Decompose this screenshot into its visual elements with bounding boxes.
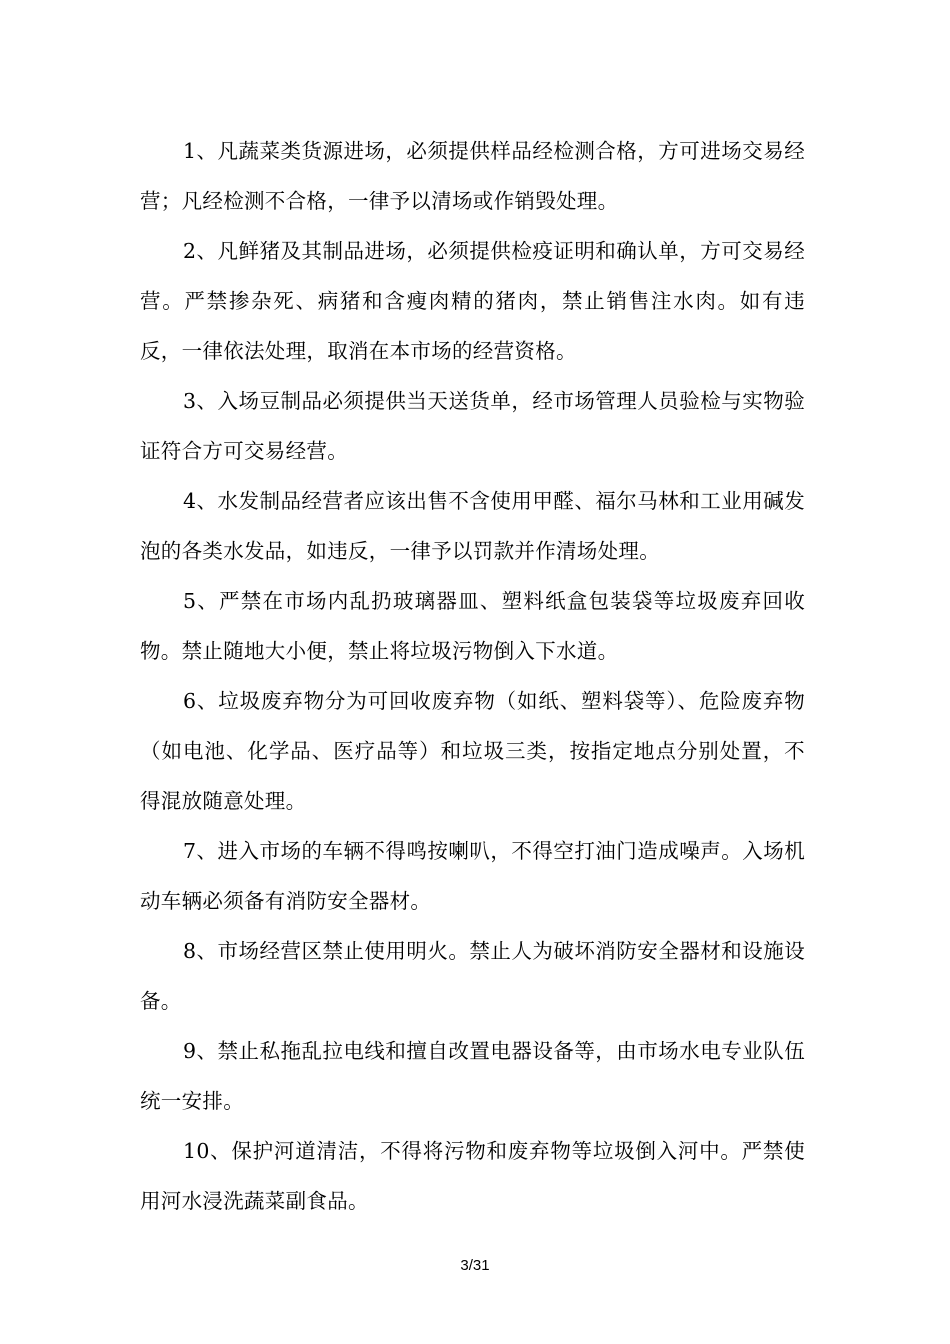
- paragraph-10: 10、保护河道清洁，不得将污物和废弃物等垃圾倒入河中。严禁使用河水浸洗蔬菜副食品。: [140, 1139, 805, 1213]
- paragraph-5: 5、严禁在市场内乱扔玻璃器皿、塑料纸盒包装袋等垃圾废弃回收物。禁止随地大小便，禁止将垃圾污物倒入下水道。: [140, 589, 805, 663]
- paragraph-8: 8、市场经营区禁止使用明火。禁止人为破坏消防安全器材和设施设备。: [140, 939, 805, 1013]
- paragraph-7: 7、进入市场的车辆不得鸣按喇叭，不得空打油门造成噪声。入场机动车辆必须备有消防安全器材。: [140, 839, 805, 913]
- paragraph-6: 6、垃圾废弃物分为可回收废弃物（如纸、塑料袋等）、危险废弃物（如电池、化学品、医疗品等）和垃圾三类，按指定地点分别处置，不得混放随意处理。: [140, 689, 805, 813]
- page-number: 3/31: [460, 1257, 490, 1274]
- paragraph-9: 9、禁止私拖乱拉电线和擅自改置电器设备等，由市场水电专业队伍统一安排。: [140, 1039, 805, 1113]
- paragraph-1: 1、凡蔬菜类货源进场，必须提供样品经检测合格，方可进场交易经营；凡经检测不合格，一律予以清场或作销毁处理。: [140, 139, 805, 213]
- document-body: [140, 126, 805, 1226]
- paragraph-4: 4、水发制品经营者应该出售不含使用甲醛、福尔马林和工业用碱发泡的各类水发品，如违反，一律予以罚款并作清场处理。: [140, 489, 805, 563]
- paragraph-3: 3、入场豆制品必须提供当天送货单，经市场管理人员验检与实物验证符合方可交易经营。: [140, 389, 805, 463]
- paragraph-2: 2、凡鲜猪及其制品进场，必须提供检疫证明和确认单，方可交易经营。严禁掺杂死、病猪和含瘦肉精的猪肉，禁止销售注水肉。如有违反，一律依法处理，取消在本市场的经营资格。: [140, 239, 805, 363]
